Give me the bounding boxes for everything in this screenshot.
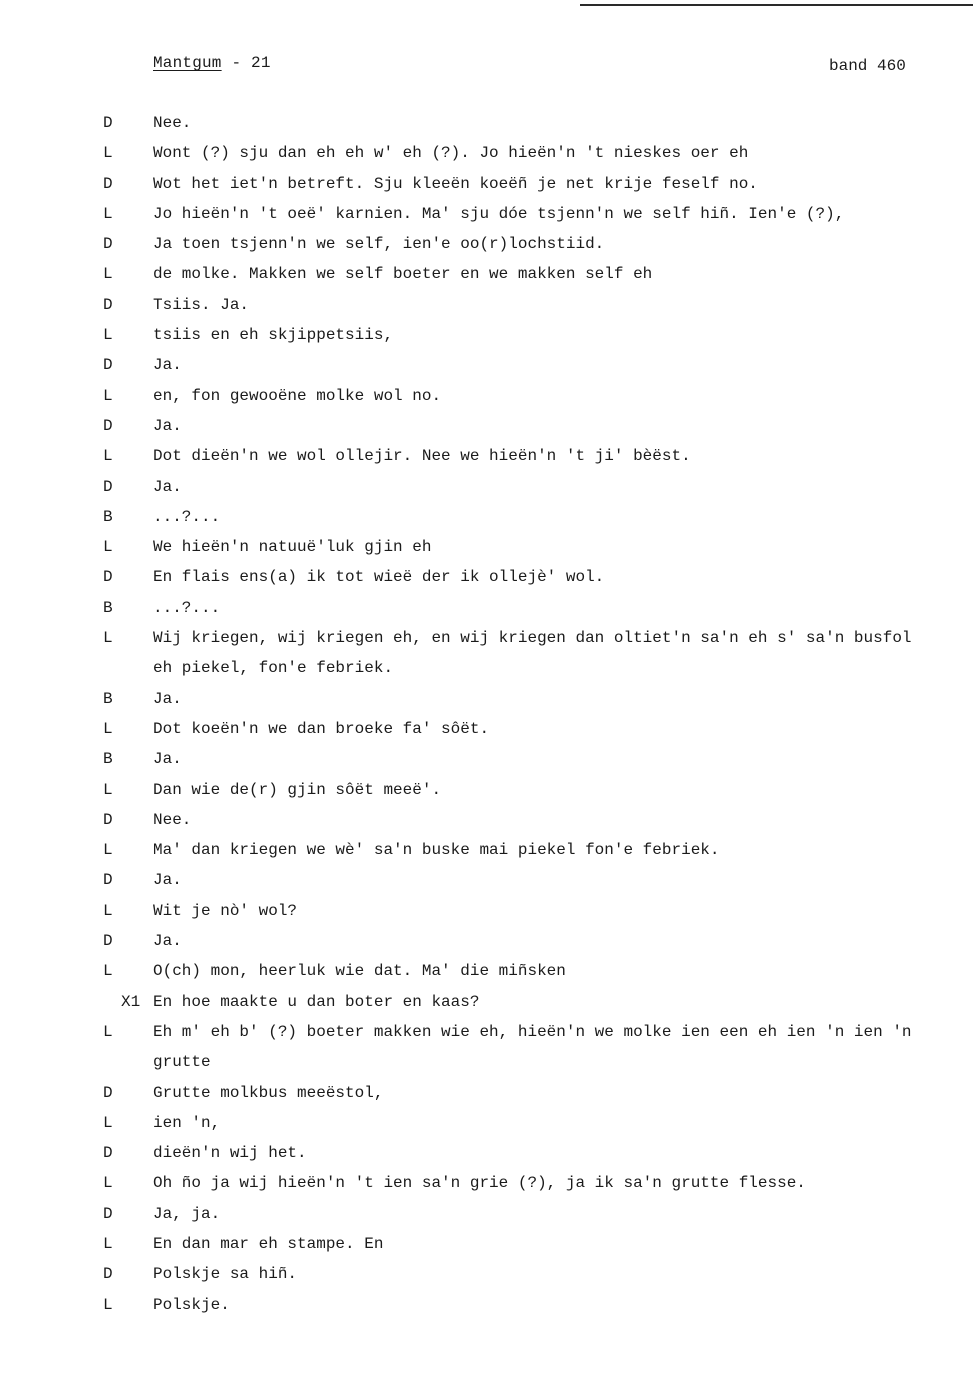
transcript-line xyxy=(0,477,973,507)
utterance-text: Ja. xyxy=(153,477,182,496)
utterance-text: de molke. Makken we self boeter en we makken self eh xyxy=(153,265,653,284)
speaker-label: L xyxy=(103,326,113,345)
speaker-label: L xyxy=(103,841,113,860)
speaker-label: D xyxy=(103,1265,113,1284)
transcript-line xyxy=(0,1052,973,1082)
speaker-label: L xyxy=(103,901,113,920)
transcript-line xyxy=(0,1204,973,1234)
transcript-line xyxy=(0,386,973,416)
speaker-label: L xyxy=(103,1022,113,1041)
utterance-text: O(ch) mon, heerluk wie dat. Ma' die miñsken xyxy=(153,962,566,981)
transcript-line xyxy=(0,446,973,476)
utterance-text: Ja. xyxy=(153,416,182,435)
utterance-text: Polskje. xyxy=(153,1295,230,1314)
utterance-text: Ja, ja. xyxy=(153,1204,221,1223)
page-header xyxy=(153,54,271,72)
speaker-label: B xyxy=(103,507,113,526)
speaker-label: L xyxy=(103,629,113,648)
transcript-line xyxy=(0,840,973,870)
transcript-line xyxy=(0,780,973,810)
utterance-text: Ma' dan kriegen we wè' sa'n buske mai piekel fon'e febriek. xyxy=(153,841,720,860)
transcript-line xyxy=(0,355,973,385)
transcript-line xyxy=(0,537,973,567)
speaker-label: L xyxy=(103,1295,113,1314)
speaker-label: L xyxy=(103,1174,113,1193)
transcript-line xyxy=(0,992,973,1022)
transcript-line xyxy=(0,325,973,355)
place-name: Mantgum xyxy=(153,54,222,72)
utterance-text: Tsiis. Ja. xyxy=(153,295,250,314)
transcript-line xyxy=(0,719,973,749)
utterance-text: Ja toen tsjenn'n we self, ien'e oo(r)lochstiid. xyxy=(153,235,605,254)
utterance-text: En dan mar eh stampe. En xyxy=(153,1234,384,1253)
utterance-text: ...?... xyxy=(153,598,221,617)
speaker-label: D xyxy=(103,174,113,193)
transcript-line xyxy=(0,416,973,446)
utterance-text: Grutte molkbus meeëstol, xyxy=(153,1083,384,1102)
speaker-label: L xyxy=(103,1113,113,1132)
transcript-line xyxy=(0,1234,973,1264)
transcript-line xyxy=(0,1113,973,1143)
speaker-label: D xyxy=(103,1083,113,1102)
utterance-text: Dan wie de(r) gjin sôët meeë'. xyxy=(153,780,442,799)
speaker-label: D xyxy=(103,932,113,951)
speaker-label: D xyxy=(103,477,113,496)
transcript-line xyxy=(0,567,973,597)
transcript-line xyxy=(0,234,973,264)
transcript xyxy=(0,113,973,1325)
speaker-label: D xyxy=(103,416,113,435)
speaker-label: B xyxy=(103,689,113,708)
band-label: band 460 xyxy=(829,57,906,75)
utterance-text: Ja. xyxy=(153,689,182,708)
utterance-text: Nee. xyxy=(153,114,192,132)
utterance-text: Wij kriegen, wij kriegen eh, en wij kriegen dan oltiet'n sa'n eh s' sa'n busfol xyxy=(153,629,912,648)
transcript-line xyxy=(0,1264,973,1294)
speaker-label: L xyxy=(103,265,113,284)
utterance-text: Ja. xyxy=(153,750,182,769)
transcript-line xyxy=(0,628,973,658)
transcript-line xyxy=(0,749,973,779)
utterance-text: Wont (?) sju dan eh eh w' eh (?). Jo hieën'n 't nieskes oer eh xyxy=(153,144,749,163)
transcript-line xyxy=(0,689,973,719)
speaker-label: L xyxy=(103,447,113,466)
speaker-label: D xyxy=(103,235,113,254)
utterance-text: tsiis en eh skjippetsiis, xyxy=(153,326,394,345)
transcript-line xyxy=(0,961,973,991)
speaker-label: D xyxy=(103,871,113,890)
utterance-text: Dot dieën'n we wol ollejir. Nee we hieën'n 't ji' bèëst. xyxy=(153,447,691,466)
speaker-label: L xyxy=(103,962,113,981)
utterance-text: Ja. xyxy=(153,871,182,890)
speaker-label: D xyxy=(103,810,113,829)
utterance-text: en, fon gewooëne molke wol no. xyxy=(153,386,442,405)
speaker-label: L xyxy=(103,780,113,799)
transcript-line xyxy=(0,870,973,900)
speaker-label: B xyxy=(103,750,113,769)
speaker-label: L xyxy=(103,1234,113,1253)
speaker-label: D xyxy=(103,114,113,132)
utterance-text: Polskje sa hiñ. xyxy=(153,1265,298,1284)
transcript-line xyxy=(0,1143,973,1173)
speaker-label: L xyxy=(103,386,113,405)
transcript-line xyxy=(0,901,973,931)
utterance-text: Nee. xyxy=(153,810,192,829)
utterance-text: Wit je nò' wol? xyxy=(153,901,298,920)
utterance-text: Jo hieën'n 't oeë' karnien. Ma' sju dóe tsjenn'n we self hiñ. Ien'e (?), xyxy=(153,204,845,223)
utterance-text: En flais ens(a) ik tot wieë der ik ollejè' wol. xyxy=(153,568,605,587)
transcript-line xyxy=(0,931,973,961)
utterance-text: ...?... xyxy=(153,507,221,526)
transcript-line xyxy=(0,1173,973,1203)
utterance-text: Oh ño ja wij hieën'n 't ien sa'n grie (?), ja ik sa'n grutte flesse. xyxy=(153,1174,806,1193)
speaker-label: L xyxy=(103,719,113,738)
transcript-line xyxy=(0,204,973,234)
utterance-text: eh piekel, fon'e febriek. xyxy=(153,659,394,678)
top-rule xyxy=(580,4,973,6)
speaker-label: D xyxy=(103,356,113,375)
speaker-label: D xyxy=(103,568,113,587)
speaker-label: L xyxy=(103,538,113,557)
speaker-label: D xyxy=(103,1204,113,1223)
utterance-text: Dot koeën'n we dan broeke fa' sôët. xyxy=(153,719,490,738)
utterance-text: We hieën'n natuuë'luk gjin eh xyxy=(153,538,432,557)
transcript-line xyxy=(0,174,973,204)
speaker-label: B xyxy=(103,598,113,617)
speaker-label: L xyxy=(103,144,113,163)
utterance-text: grutte xyxy=(153,1053,211,1072)
transcript-line xyxy=(0,1295,973,1325)
transcript-line xyxy=(0,507,973,537)
utterance-text: Wot het iet'n betreft. Sju kleeën koeëñ je net krije feself no. xyxy=(153,174,758,193)
transcript-line xyxy=(0,658,973,688)
speaker-label: X1 xyxy=(121,992,141,1011)
transcript-line xyxy=(0,143,973,173)
speaker-label: L xyxy=(103,204,113,223)
utterance-text: En hoe maakte u dan boter en kaas? xyxy=(153,992,480,1011)
transcript-line xyxy=(0,295,973,325)
utterance-text: dieën'n wij het. xyxy=(153,1144,307,1163)
speaker-label: D xyxy=(103,295,113,314)
utterance-text: ien 'n, xyxy=(153,1113,221,1132)
transcript-line xyxy=(0,598,973,628)
transcript-line xyxy=(0,810,973,840)
transcript-line xyxy=(0,113,973,143)
utterance-text: Eh m' eh b' (?) boeter makken wie eh, hieën'n we molke ien een eh ien 'n ien 'n xyxy=(153,1022,912,1041)
speaker-label: D xyxy=(103,1144,113,1163)
transcript-line xyxy=(0,264,973,294)
utterance-text: Ja. xyxy=(153,356,182,375)
transcript-line xyxy=(0,1022,973,1052)
page-number: - 21 xyxy=(231,54,271,72)
transcript-line xyxy=(0,1083,973,1113)
utterance-text: Ja. xyxy=(153,932,182,951)
